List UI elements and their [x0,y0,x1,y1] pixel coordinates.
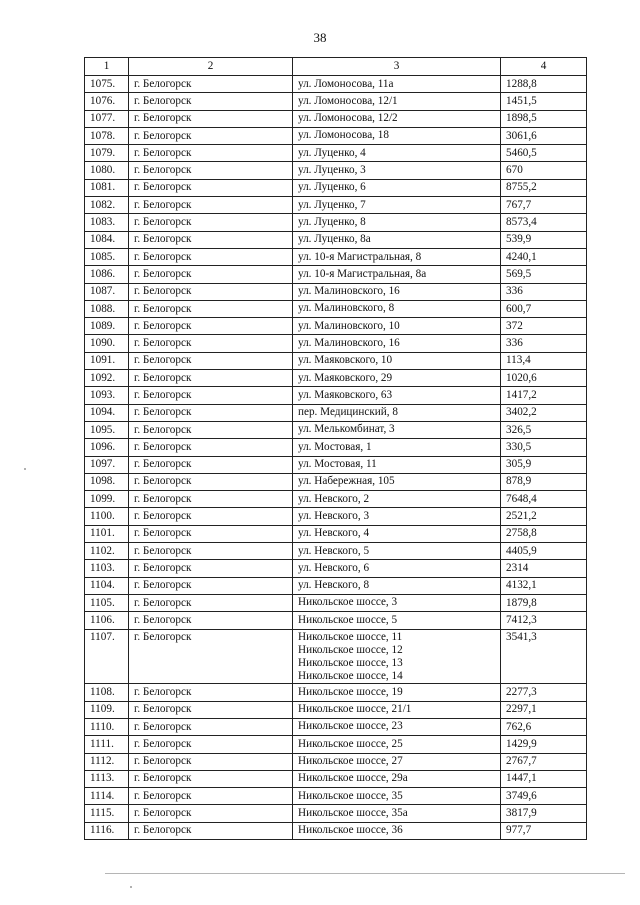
scan-speck [24,468,26,470]
area-cell: 4240,1 [501,248,587,265]
address-line: ул. Мостовая, 1 [298,440,372,453]
settlement-cell: г. Белогорск [129,197,293,214]
table-row [85,300,587,317]
settlement-cell: г. Белогорск [129,753,293,770]
address-cell [293,300,501,317]
area-cell: 305,9 [501,456,587,473]
row-number: 1085. [85,248,129,265]
settlement-cell: г. Белогорск [129,110,293,127]
address-line: Никольское шоссе, 19 [298,685,403,698]
address-line: ул. Набережная, 105 [298,475,395,488]
address-cell [293,629,501,684]
table-row [85,805,587,822]
row-number: 1095. [85,421,129,438]
row-number: 1078. [85,127,129,144]
area-cell: 1288,8 [501,76,587,93]
address-line: ул. Малиновского, 16 [298,337,400,349]
settlement-cell: г. Белогорск [129,612,293,629]
area-cell: 762,6 [501,718,587,735]
settlement-cell: г. Белогорск [129,162,293,179]
table-row [85,473,587,490]
row-number: 1097. [85,456,129,473]
table-row [85,508,587,525]
address-line: ул. Луценко, 6 [298,181,366,194]
area-cell: 2767,7 [501,753,587,770]
area-cell: 1879,8 [501,594,587,611]
settlement-cell: г. Белогорск [129,214,293,231]
row-number: 1075. [85,76,129,93]
row-number: 1083. [85,214,129,231]
address-line: ул. Луценко, 3 [298,164,366,177]
row-number: 1108. [85,684,129,701]
area-cell: 600,7 [501,300,587,317]
area-cell: 5460,5 [501,145,587,162]
table-row [85,197,587,214]
settlement-cell: г. Белогорск [129,231,293,248]
address-line: ул. Мостовая, 11 [298,458,377,471]
address-cell [293,701,501,718]
address-cell [293,491,501,508]
address-line: ул. Невского, 8 [298,579,370,592]
settlement-cell: г. Белогорск [129,560,293,577]
table-row [85,753,587,770]
table-row [85,684,587,701]
row-number: 1110. [85,718,129,735]
table-row [85,110,587,127]
header-row [85,58,587,76]
table-row [85,387,587,404]
area-cell: 7648,4 [501,491,587,508]
row-number: 1096. [85,439,129,456]
address-cell [293,179,501,196]
address-line: ул. Невского, 6 [298,561,370,574]
settlement-cell: г. Белогорск [129,770,293,787]
table-row [85,736,587,753]
address-line: ул. Ломоносова, 12/1 [298,94,398,107]
settlement-cell: г. Белогорск [129,93,293,110]
address-cell [293,352,501,369]
area-cell: 539,9 [501,231,587,248]
settlement-cell: г. Белогорск [129,684,293,701]
column-header-number: 1 [85,58,129,76]
row-number: 1091. [85,352,129,369]
row-number: 1100. [85,508,129,525]
address-cell [293,805,501,822]
table-row [85,93,587,110]
table-row [85,577,587,594]
table-row [85,525,587,542]
settlement-cell: г. Белогорск [129,456,293,473]
address-line: ул. Мелькомбинат, 3 [298,423,395,436]
address-line: ул. Малиновского, 16 [298,285,400,298]
row-number: 1113. [85,770,129,787]
row-number: 1107. [85,629,129,684]
settlement-cell: г. Белогорск [129,491,293,508]
settlement-cell: г. Белогорск [129,352,293,369]
row-number: 1082. [85,197,129,214]
address-cell [293,439,501,456]
area-cell: 1429,9 [501,736,587,753]
address-line: ул. Ломоносова, 11а [298,77,394,90]
table-row [85,370,587,387]
settlement-cell: г. Белогорск [129,525,293,542]
area-cell: 2314 [501,560,587,577]
settlement-cell: г. Белогорск [129,594,293,611]
area-cell: 3749,6 [501,788,587,805]
table-body [85,76,587,840]
area-cell: 2297,1 [501,701,587,718]
settlement-cell: г. Белогорск [129,543,293,560]
address-line: Никольское шоссе, 23 [298,720,403,733]
table-row [85,162,587,179]
row-number: 1079. [85,145,129,162]
address-line: пер. Медицинский, 8 [298,406,398,419]
area-cell: 2521,2 [501,508,587,525]
settlement-cell: г. Белогорск [129,127,293,144]
column-header-area: 4 [501,58,587,76]
address-line: Никольское шоссе, 21/1 [298,703,412,716]
row-number: 1094. [85,404,129,421]
area-cell: 878,9 [501,473,587,490]
settlement-cell: г. Белогорск [129,404,293,421]
address-line: ул. 10-я Магистральная, 8а [298,267,427,280]
address-cell [293,162,501,179]
address-line: ул. Невского, 3 [298,509,370,522]
area-cell: 336 [501,335,587,352]
settlement-cell: г. Белогорск [129,421,293,438]
area-cell: 767,7 [501,197,587,214]
area-cell: 4132,1 [501,577,587,594]
table-row [85,404,587,421]
row-number: 1104. [85,577,129,594]
table-row [85,718,587,735]
address-cell [293,753,501,770]
row-number: 1115. [85,805,129,822]
area-cell: 326,5 [501,421,587,438]
settlement-cell: г. Белогорск [129,577,293,594]
address-line: Никольское шоссе, 5 [298,613,398,626]
row-number: 1112. [85,753,129,770]
address-line: ул. Невского, 2 [298,492,370,505]
row-number: 1086. [85,266,129,283]
settlement-cell: г. Белогорск [129,788,293,805]
row-number: 1090. [85,335,129,352]
address-line: Никольское шоссе, 36 [298,824,403,837]
area-cell: 3541,3 [501,629,587,684]
settlement-cell: г. Белогорск [129,179,293,196]
area-cell: 330,5 [501,439,587,456]
table-row [85,594,587,611]
area-cell: 8755,2 [501,179,587,196]
address-line: ул. Ломоносова, 12/2 [298,112,398,125]
address-line: ул. 10-я Магистральная, 8 [298,250,422,263]
address-line: Никольское шоссе, 29а [298,772,408,785]
address-cell [293,421,501,438]
settlement-cell: г. Белогорск [129,718,293,735]
address-cell [293,543,501,560]
address-cell [293,612,501,629]
table-row [85,145,587,162]
area-cell: 2277,3 [501,684,587,701]
address-cell [293,145,501,162]
area-cell: 8573,4 [501,214,587,231]
address-line: ул. Луценко, 4 [298,146,366,159]
address-cell [293,684,501,701]
row-number: 1103. [85,560,129,577]
settlement-cell: г. Белогорск [129,318,293,335]
area-cell: 3061,6 [501,127,587,144]
address-line: ул. Малиновского, 10 [298,319,400,332]
row-number: 1080. [85,162,129,179]
table-row [85,491,587,508]
settlement-cell: г. Белогорск [129,473,293,490]
settlement-cell: г. Белогорск [129,822,293,839]
address-cell [293,473,501,490]
address-cell [293,770,501,787]
address-line: Никольское шоссе, 3 [298,596,398,609]
address-line: ул. Луценко, 8 [298,215,366,228]
area-cell: 670 [501,162,587,179]
settlement-cell: г. Белогорск [129,805,293,822]
table-row [85,318,587,335]
row-number: 1099. [85,491,129,508]
address-cell [293,266,501,283]
address-line: Никольское шоссе, 25 [298,737,403,750]
settlement-cell: г. Белогорск [129,335,293,352]
table-row [85,352,587,369]
table-row [85,76,587,93]
address-cell [293,404,501,421]
area-cell: 1417,2 [501,387,587,404]
row-number: 1087. [85,283,129,300]
address-cell [293,736,501,753]
settlement-cell: г. Белогорск [129,248,293,265]
address-line: ул. Ломоносова, 18 [298,129,389,142]
table-row [85,701,587,718]
column-header-settlement: 2 [129,58,293,76]
row-number: 1101. [85,525,129,542]
address-cell [293,788,501,805]
table-row [85,456,587,473]
row-number: 1102. [85,543,129,560]
address-cell [293,560,501,577]
settlement-cell: г. Белогорск [129,736,293,753]
table-row [85,612,587,629]
settlement-cell: г. Белогорск [129,508,293,525]
row-number: 1088. [85,300,129,317]
table-row [85,788,587,805]
address-line: Никольское шоссе, 12 [298,643,403,656]
address-cell [293,577,501,594]
table-row [85,179,587,196]
table-row [85,248,587,265]
table-row [85,283,587,300]
address-line: Никольское шоссе, 35 [298,789,403,802]
address-cell [293,335,501,352]
area-cell: 3817,9 [501,805,587,822]
table-row [85,231,587,248]
address-line: Никольское шоссе, 35а [298,806,408,819]
page-number: 38 [313,30,327,45]
table-row [85,770,587,787]
settlement-cell: г. Белогорск [129,701,293,718]
area-cell: 1898,5 [501,110,587,127]
row-number: 1098. [85,473,129,490]
settlement-cell: г. Белогорск [129,300,293,317]
row-number: 1116. [85,822,129,839]
row-number: 1084. [85,231,129,248]
table-row [85,127,587,144]
area-cell: 7412,3 [501,612,587,629]
table-row [85,266,587,283]
address-line: ул. Маяковского, 29 [298,371,393,384]
register-table [84,57,587,840]
area-cell: 4405,9 [501,543,587,560]
settlement-cell: г. Белогорск [129,76,293,93]
area-cell: 569,5 [501,266,587,283]
address-cell [293,370,501,387]
address-line: ул. Луценко, 7 [298,198,366,211]
area-cell: 1020,6 [501,370,587,387]
address-cell [293,822,501,839]
area-cell: 1451,5 [501,93,587,110]
address-cell [293,214,501,231]
area-cell: 977,7 [501,822,587,839]
address-cell [293,387,501,404]
row-number: 1076. [85,93,129,110]
settlement-cell: г. Белогорск [129,387,293,404]
table-header [85,58,587,76]
settlement-cell: г. Белогорск [129,439,293,456]
row-number: 1093. [85,387,129,404]
table-row [85,214,587,231]
area-cell: 113,4 [501,352,587,369]
address-cell [293,456,501,473]
settlement-cell: г. Белогорск [129,370,293,387]
area-cell: 2758,8 [501,525,587,542]
address-line: ул. Маяковского, 63 [298,388,393,401]
area-cell: 336 [501,283,587,300]
table-row [85,543,587,560]
row-number: 1109. [85,701,129,718]
address-cell [293,110,501,127]
scan-edge-line [105,873,625,874]
address-cell [293,248,501,265]
table-row [85,560,587,577]
column-header-address: 3 [293,58,501,76]
row-number: 1106. [85,612,129,629]
settlement-cell: г. Белогорск [129,629,293,684]
address-line: Никольское шоссе, 13 [298,656,403,669]
row-number: 1077. [85,110,129,127]
address-cell [293,718,501,735]
area-cell: 3402,2 [501,404,587,421]
address-cell [293,525,501,542]
address-line: ул. Невского, 4 [298,527,370,540]
table-row [85,335,587,352]
address-cell [293,318,501,335]
address-line: Никольское шоссе, 11 [298,630,403,643]
row-number: 1089. [85,318,129,335]
area-cell: 372 [501,318,587,335]
row-number: 1114. [85,788,129,805]
scan-speck [130,886,132,888]
address-cell [293,127,501,144]
row-number: 1092. [85,370,129,387]
address-line: Никольское шоссе, 14 [298,670,403,683]
table-row [85,822,587,839]
area-cell: 1447,1 [501,770,587,787]
address-cell [293,93,501,110]
table-row [85,629,587,684]
address-cell [293,594,501,611]
settlement-cell: г. Белогорск [129,283,293,300]
address-line: ул. Луценко, 8а [298,233,371,246]
address-line: ул. Малиновского, 8 [298,302,395,315]
address-line: Никольское шоссе, 27 [298,755,403,768]
row-number: 1111. [85,736,129,753]
address-cell [293,508,501,525]
row-number: 1105. [85,594,129,611]
row-number: 1081. [85,179,129,196]
table-row [85,421,587,438]
settlement-cell: г. Белогорск [129,145,293,162]
address-cell [293,76,501,93]
table-row [85,439,587,456]
address-cell [293,283,501,300]
settlement-cell: г. Белогорск [129,266,293,283]
address-cell [293,197,501,214]
address-line: ул. Маяковского, 10 [298,354,393,367]
address-cell [293,231,501,248]
address-line: ул. Невского, 5 [298,544,370,557]
